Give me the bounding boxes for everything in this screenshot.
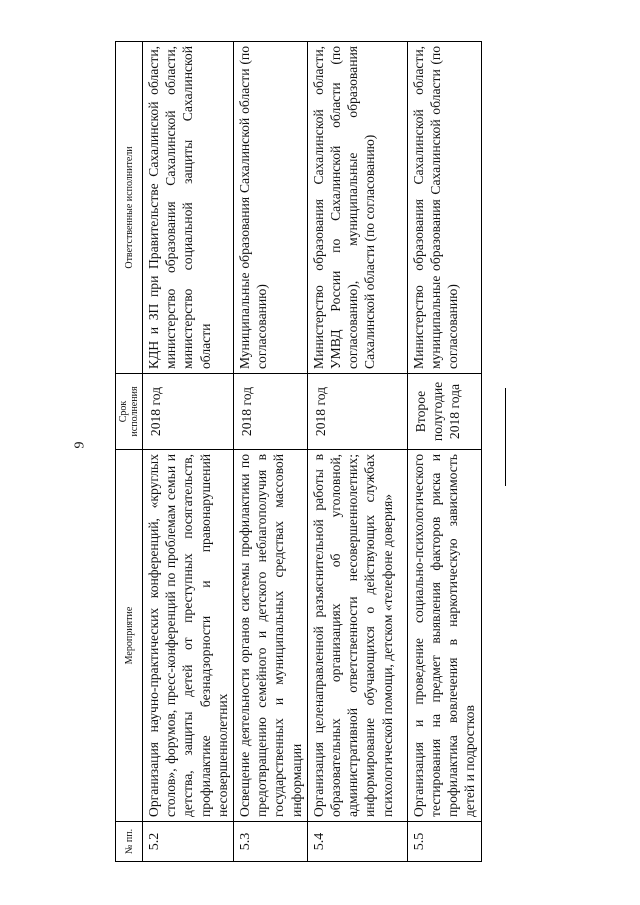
- table-header-row: [116, 42, 143, 862]
- row-executors: Министерство образования Сахалинской области, УМВД России по Сахалинской области (по согласованию), муниципальные образования Сахалинской области (по согласованию): [307, 42, 407, 374]
- row-num: 5.2: [143, 822, 234, 862]
- row-executors: Министерство образования Сахалинской области, муниципальные образования Сахалинской области (по согласованию): [407, 42, 481, 374]
- signature-line: [505, 388, 506, 486]
- table-row: [407, 42, 481, 862]
- row-num: 5.4: [307, 822, 407, 862]
- table-row: [143, 42, 234, 862]
- row-executors: КДН и ЗП при Правительстве Сахалинской области, министерство образования Сахалинской области, министерство социальной защиты Сахалинской области: [143, 42, 234, 374]
- row-event: Организация и проведение социально-психологического тестирования на предмет выявления факторов риска и профилактика вовлечения в наркотическую зависимость детей и подростков: [407, 450, 481, 822]
- row-num: 5.3: [234, 822, 308, 862]
- rotated-table-container: [115, 42, 478, 862]
- row-deadline: 2018 год: [307, 374, 407, 450]
- header-num: № пп.: [116, 822, 143, 862]
- table-row: [307, 42, 407, 862]
- row-event: Организация научно-практических конференций, «круглых столов», форумов, пресс-конференций по проблемам семьи и детства, защиты детей от преступных посягательств, профилактике безнадзорности и правонарушений несовершеннолетних: [143, 450, 234, 822]
- page-number: 9: [72, 441, 88, 449]
- row-deadline: 2018 год: [234, 374, 308, 450]
- row-num: 5.5: [407, 822, 481, 862]
- header-event: Мероприятие: [116, 450, 143, 822]
- row-deadline: Второе полугодие 2018 года: [407, 374, 481, 450]
- row-deadline: 2018 год: [143, 374, 234, 450]
- measures-table: [115, 41, 482, 862]
- row-event: Организация целенаправленной разъяснительной работы в образовательных организациях об уголовной, административной ответственности несовершеннолетних; информирование обучающихся о действующих службах психологической помощи, детском «телефоне доверия»: [307, 450, 407, 822]
- table-row: [234, 42, 308, 862]
- row-event: Освещение деятельности органов системы профилактики по предотвращению семейного и детского неблагополучия в государственных и муниципальных средствах массовой информации: [234, 450, 308, 822]
- header-deadline: Срок исполнения: [116, 374, 143, 450]
- header-executors: Ответственные исполнители: [116, 42, 143, 374]
- row-executors: Муниципальные образования Сахалинской области (по согласованию): [234, 42, 308, 374]
